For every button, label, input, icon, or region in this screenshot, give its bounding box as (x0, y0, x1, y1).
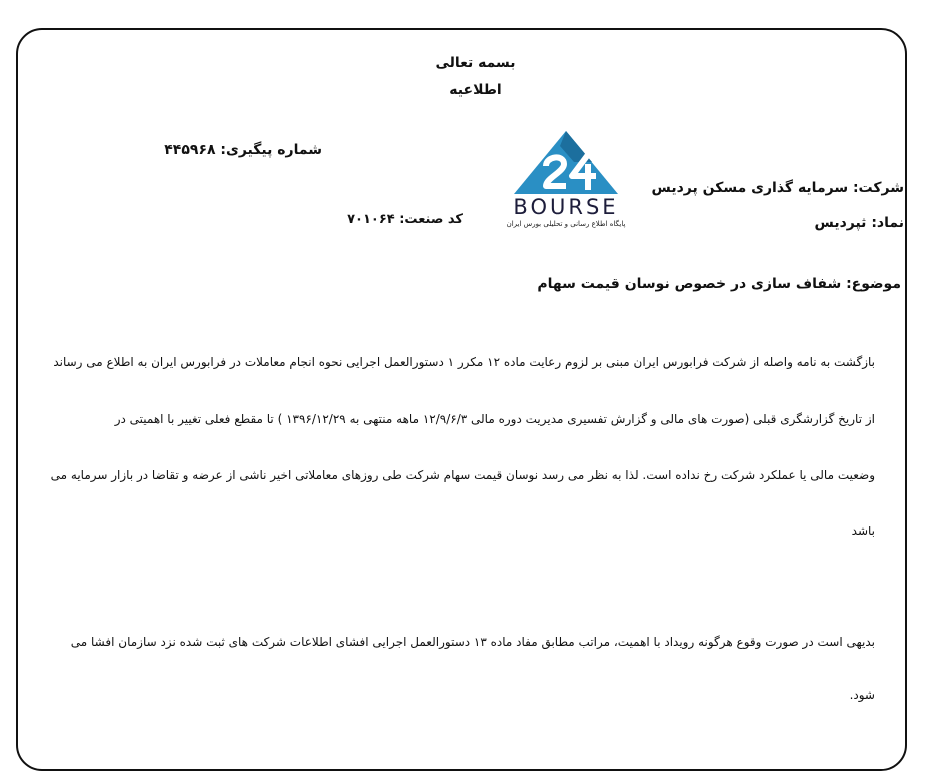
tracking-number: شماره پیگیری: ۴۴۵۹۶۸ (164, 142, 322, 158)
paragraph2-line: بدیهی است در صورت وقوع هرگونه رویداد با اهمیت، مراتب مطابق مفاد ماده ۱۳ دستورالعمل اجرایی افشای اطلاعات شرکت های ثبت شده نزد سازمان افشا می (70, 635, 875, 649)
logo-wordmark: BOURSE (513, 195, 619, 219)
paragraph1-line: وضعیت مالی یا عملکرد شرکت رخ نداده است. لذا به نظر می رسد نوسان قیمت سهام شرکت طی روزهای معاملاتی اخیر ناشی از عرضه و تقاضا در بازار سرمایه می (50, 468, 875, 482)
industry-code: کد صنعت: ۷۰۱۰۶۴ (347, 212, 463, 227)
company-name: شرکت: سرمایه گذاری مسکن پردیس (651, 180, 904, 196)
bourse-logo (500, 128, 632, 234)
bourse-triangle-icon (500, 128, 632, 196)
paragraph1-line: از تاریخ گزارشگری قبلی (صورت های مالی و گزارش تفسیری مدیریت دوره مالی ۱۲/۹/۶/۳ ماهه منتهی به ۱۳۹۶/۱۲/۲۹ ) تا مقطع فعلی تغییر با اهمیتی در (114, 412, 875, 426)
paragraph1-line: باشد (851, 524, 875, 538)
document-frame (16, 28, 907, 771)
page-title: اطلاعیه (449, 82, 502, 98)
subject: موضوع: شفاف سازی در خصوص نوسان قیمت سهام (537, 276, 901, 292)
paragraph1-line: بازگشت به نامه واصله از شرکت فرابورس ایران مبنی بر لزوم رعایت ماده ۱۲ مکرر ۱ دستورالعمل اجرایی نحوه انجام معاملات در فرابورس ایران به اطلاع می رساند (53, 355, 875, 369)
paragraph2-line: شود. (849, 688, 875, 702)
logo-subtitle: پایگاه اطلاع رسانی و تحلیلی بورس ایران (506, 220, 626, 228)
company-symbol: نماد: ثپردیس (814, 215, 904, 231)
basmala: بسمه تعالی (435, 55, 516, 71)
